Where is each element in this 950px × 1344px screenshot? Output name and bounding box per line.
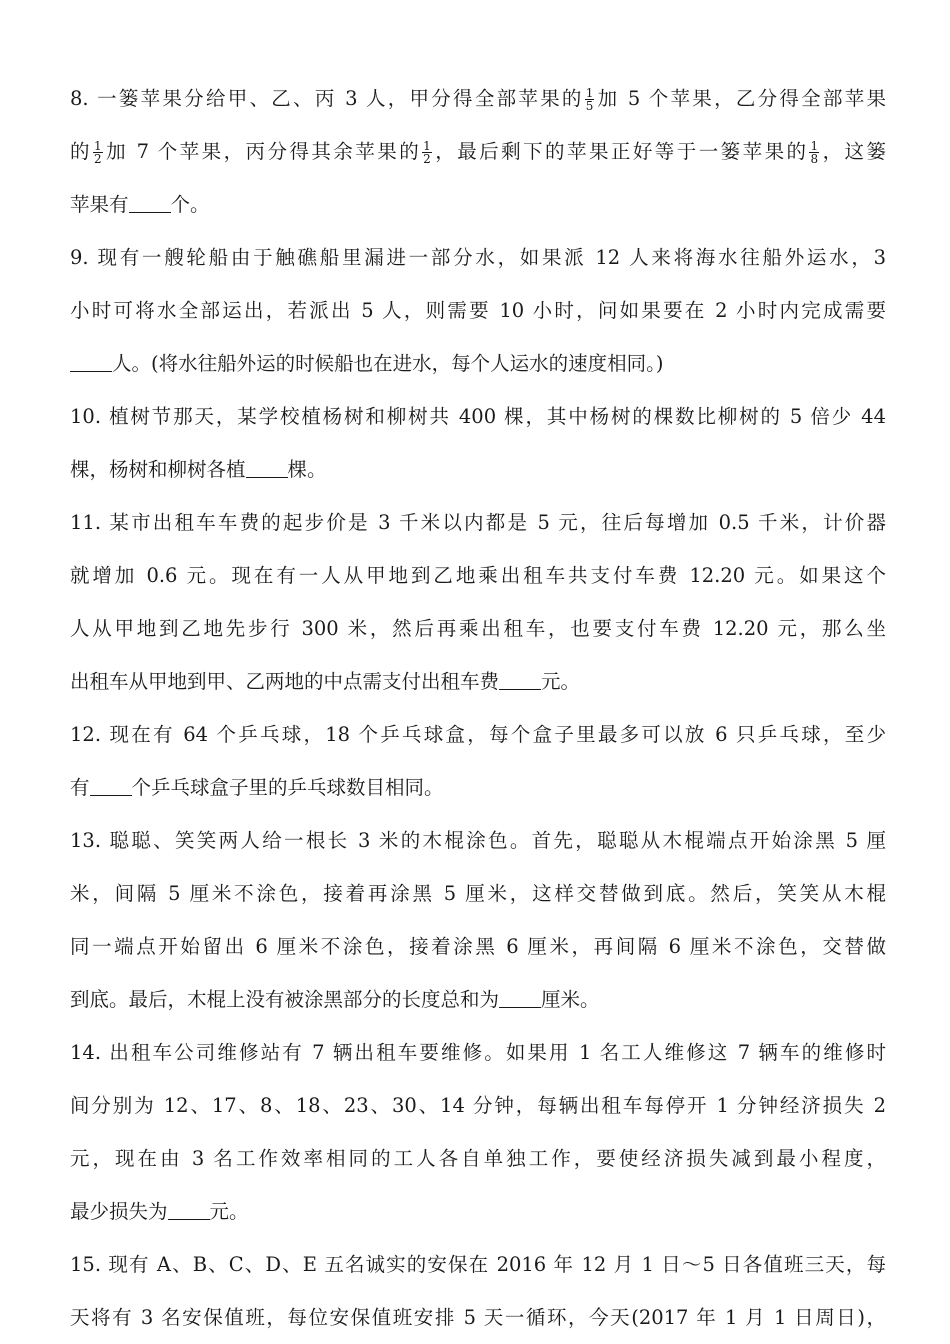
answer-blank[interactable] [129,193,171,214]
problem-14-line-3: 元，现在由 3 名工作效率相同的工人各自单独工作，要使经济损失减到最小程度， [70,1147,886,1170]
answer-blank[interactable] [246,458,288,479]
problem-9-line-1: 9. 现有一艘轮船由于触礁船里漏进一部分水，如果派 12 人来将海水往船外运水，3 [70,246,886,269]
problem-15-line-2: 天将有 3 名安保值班，每位安保值班安排 5 天一循环，今天(2017 年 1 月 1 日周日)， [70,1306,886,1329]
problem-10 [70,390,886,496]
problem-9-line-3: 人。(将水往船外运的时候船也在进水，每个人运水的速度相同。) [70,337,886,390]
answer-blank[interactable] [168,1200,210,1221]
problem-15-line-1: 15. 现有 A、B、C、D、E 五名诚实的安保在 2016 年 12 月 1 日～5 日各值班三天，每 [70,1253,886,1276]
problem-11-line-3: 人从甲地到乙地先步行 300 米，然后再乘出租车，也要支付车费 12.20 元，那么坐 [70,617,886,640]
problem-13-line-4: 到底。最后，木棍上没有被涂黑部分的长度总和为 厘米。 [70,988,600,1011]
problem-8-line-2: 的 $\frac{1}{2}$ 加 7 个苹果，丙分得其余苹果的 $\frac{1}{2}$ ，最后剩下的苹果正好等于一篓苹果的 $\frac{1}{8}$ ，这篓 [70,139,886,166]
fraction-one-half: $\frac{1}{2}$ [423,139,431,166]
problem-13-line-1: 13. 聪聪、笑笑两人给一根长 3 米的木棍涂色。首先，聪聪从木棍端点开始涂黑 5 厘 [70,829,886,852]
problem-13-line-2: 米，间隔 5 厘米不涂色，接着再涂黑 5 厘米，这样交替做到底。然后，笑笑从木棍 [70,882,886,905]
answer-blank[interactable] [499,988,541,1009]
problem-12 [70,708,886,814]
problem-11-line-2: 就增加 0.6 元。现在有一人从甲地到乙地乘出租车共支付车费 12.20 元。如果这个 [70,564,886,587]
problem-12-line-1: 12. 现在有 64 个乒乓球，18 个乒乓球盒，每个盒子里最多可以放 6 只乒乓球，至少 [70,723,886,746]
problem-11-line-4: 出租车从甲地到甲、乙两地的中点需支付出租车费 元。 [70,670,581,693]
fraction-one-fifth: $\frac{1}{5}$ [585,86,594,113]
problem-11-line-1: 11. 某市出租车车费的起步价是 3 千米以内都是 5 元，往后每增加 0.5 千米，计价器 [70,511,886,534]
problem-11 [70,496,886,708]
problem-9-line-2: 小时可将水全部运出，若派出 5 人，则需要 10 小时，问如果要在 2 小时内完成需要 [70,299,886,322]
fraction-one-eighth: $\frac{1}{8}$ [810,139,819,166]
problem-13-line-3: 同一端点开始留出 6 厘米不涂色，接着涂黑 6 厘米，再间隔 6 厘米不涂色，交替做 [70,935,886,958]
fraction-one-half: $\frac{1}{2}$ [93,139,102,166]
problem-14 [70,1026,886,1238]
problem-8 [70,72,886,231]
problem-9 [70,231,886,390]
problem-13 [70,814,886,1026]
problem-8-line-3: 苹果有 个。 [70,193,210,216]
answer-blank[interactable] [90,776,132,797]
answer-blank[interactable] [70,352,112,373]
problem-12-line-2: 有 个乒乓球盒子里的乒乓球数目相同。 [70,776,444,799]
problem-10-line-1: 10. 植树节那天，某学校植杨树和柳树共 400 棵，其中杨树的棵数比柳树的 5 倍少 44 [70,405,886,428]
problem-14-line-2: 间分别为 12、17、8、18、23、30、14 分钟，每辆出租车每停开 1 分钟经济损失 2 [70,1094,886,1117]
problem-10-line-2: 棵，杨树和柳树各植 棵。 [70,458,327,481]
answer-blank[interactable] [499,670,541,691]
problem-15 [70,1238,886,1344]
problem-14-line-4: 最少损失为 元。 [70,1200,249,1223]
problem-8-line-1: 8. 一篓苹果分给甲、乙、丙 3 人，甲分得全部苹果的 $\frac{1}{5}$ 加 5 个苹果，乙分得全部苹果 [70,86,886,113]
problem-14-line-1: 14. 出租车公司维修站有 7 辆出租车要维修。如果用 1 名工人维修这 7 辆车的维修时 [70,1041,886,1064]
